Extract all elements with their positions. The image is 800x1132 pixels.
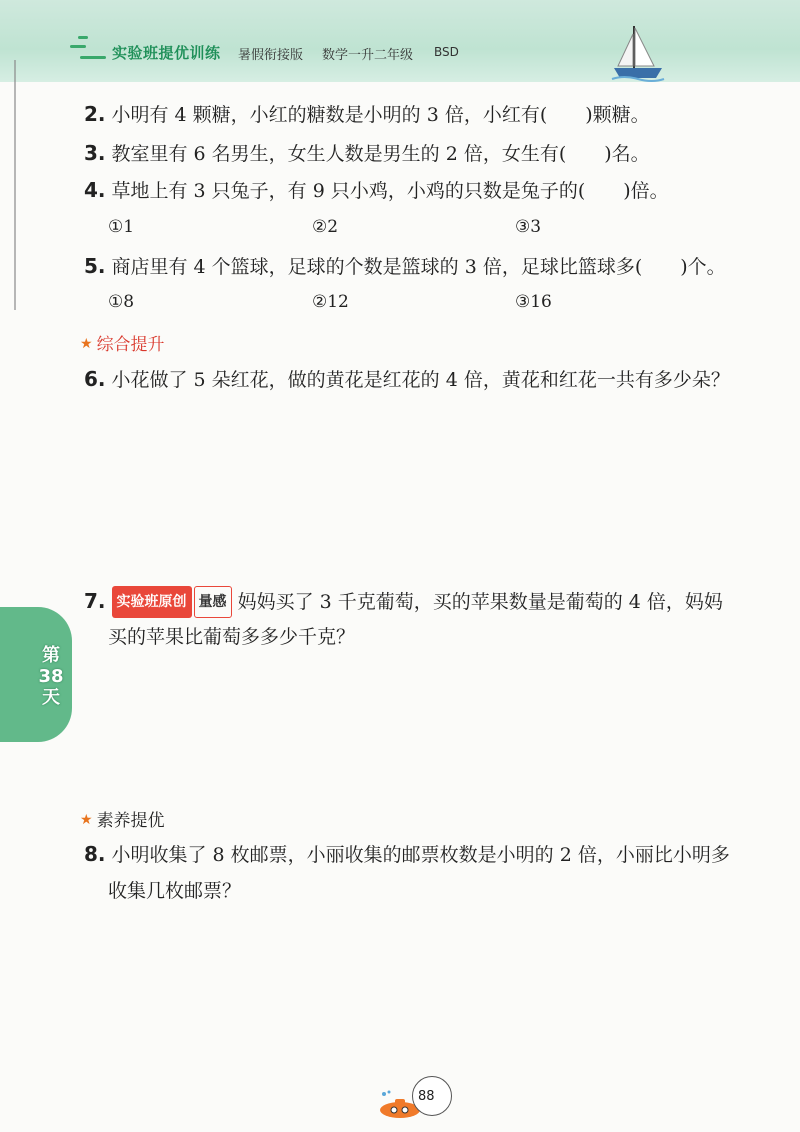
question-number: 3.: [84, 141, 106, 165]
day-tab-prefix: 第: [42, 645, 60, 666]
question-text: 小明收集了 8 枚邮票，小丽收集的邮票枚数是小明的 2 倍，小丽比小明多: [111, 844, 730, 866]
question-text: 小明有 4 颗糖，小红的糖数是小明的 3 倍，小红有( )颗糖。: [111, 104, 650, 126]
option-1: ①1: [108, 217, 135, 237]
question-3: [84, 138, 650, 169]
question-text: 商店里有 4 个篮球，足球的个数是篮球的 3 倍，足球比篮球多( )个。: [111, 256, 726, 278]
question-6: [84, 364, 730, 395]
page-edge-line: [14, 60, 16, 310]
question-number: 5.: [84, 254, 106, 278]
question-number: 6.: [84, 367, 106, 391]
page-number: 88: [418, 1089, 435, 1104]
section-heading-literacy: ★ 素养提优: [80, 811, 165, 831]
question-number: 7.: [84, 589, 106, 613]
sailboat-icon: [610, 22, 666, 82]
question-number: 8.: [84, 842, 106, 866]
star-icon: ★: [80, 336, 93, 352]
series-label: BSD: [434, 45, 459, 59]
option-3: ③3: [515, 217, 542, 237]
option-3: ③16: [515, 292, 552, 312]
star-icon: ★: [80, 812, 93, 828]
question-text: 小花做了 5 朵红花，做的黄花是红花的 4 倍，黄花和红花一共有多少朵？: [111, 369, 730, 391]
original-tag: 实验班原创: [112, 586, 192, 618]
question-4: [84, 175, 669, 206]
subject-label: 数学一升二年级: [322, 48, 414, 63]
header-decoration: [70, 45, 86, 48]
question-2: [84, 99, 650, 130]
question-number: 2.: [84, 102, 106, 126]
question-5: [84, 251, 726, 282]
option-1: ①8: [108, 292, 135, 312]
question-7-line-2: 买的苹果比葡萄多多少千克？: [108, 626, 356, 648]
question-7: [84, 586, 723, 618]
question-text: 教室里有 6 名男生，女生人数是男生的 2 倍，女生有( )名。: [111, 143, 650, 165]
option-2: ②2: [312, 217, 339, 237]
day-tab: [0, 607, 72, 742]
header-decoration: [80, 56, 106, 59]
question-number: 4.: [84, 178, 106, 202]
type-tag: 量感: [194, 586, 232, 618]
option-2: ②12: [312, 292, 349, 312]
day-tab-number: 38: [38, 666, 64, 687]
question-text: 妈妈买了 3 千克葡萄，买的苹果数量是葡萄的 4 倍，妈妈: [237, 591, 723, 613]
brand-title: 实验班提优训练: [112, 44, 221, 62]
section-heading-comprehensive: ★ 综合提升: [80, 335, 165, 355]
header-decoration: [78, 36, 88, 39]
question-text: 草地上有 3 只兔子，有 9 只小鸡，小鸡的只数是兔子的( )倍。: [111, 180, 669, 202]
edition-label: 暑假衔接版: [238, 48, 304, 63]
header-band: [0, 0, 800, 82]
day-tab-suffix: 天: [42, 687, 60, 708]
question-8: [84, 839, 730, 870]
question-8-line-2: 收集几枚邮票？: [108, 880, 242, 902]
